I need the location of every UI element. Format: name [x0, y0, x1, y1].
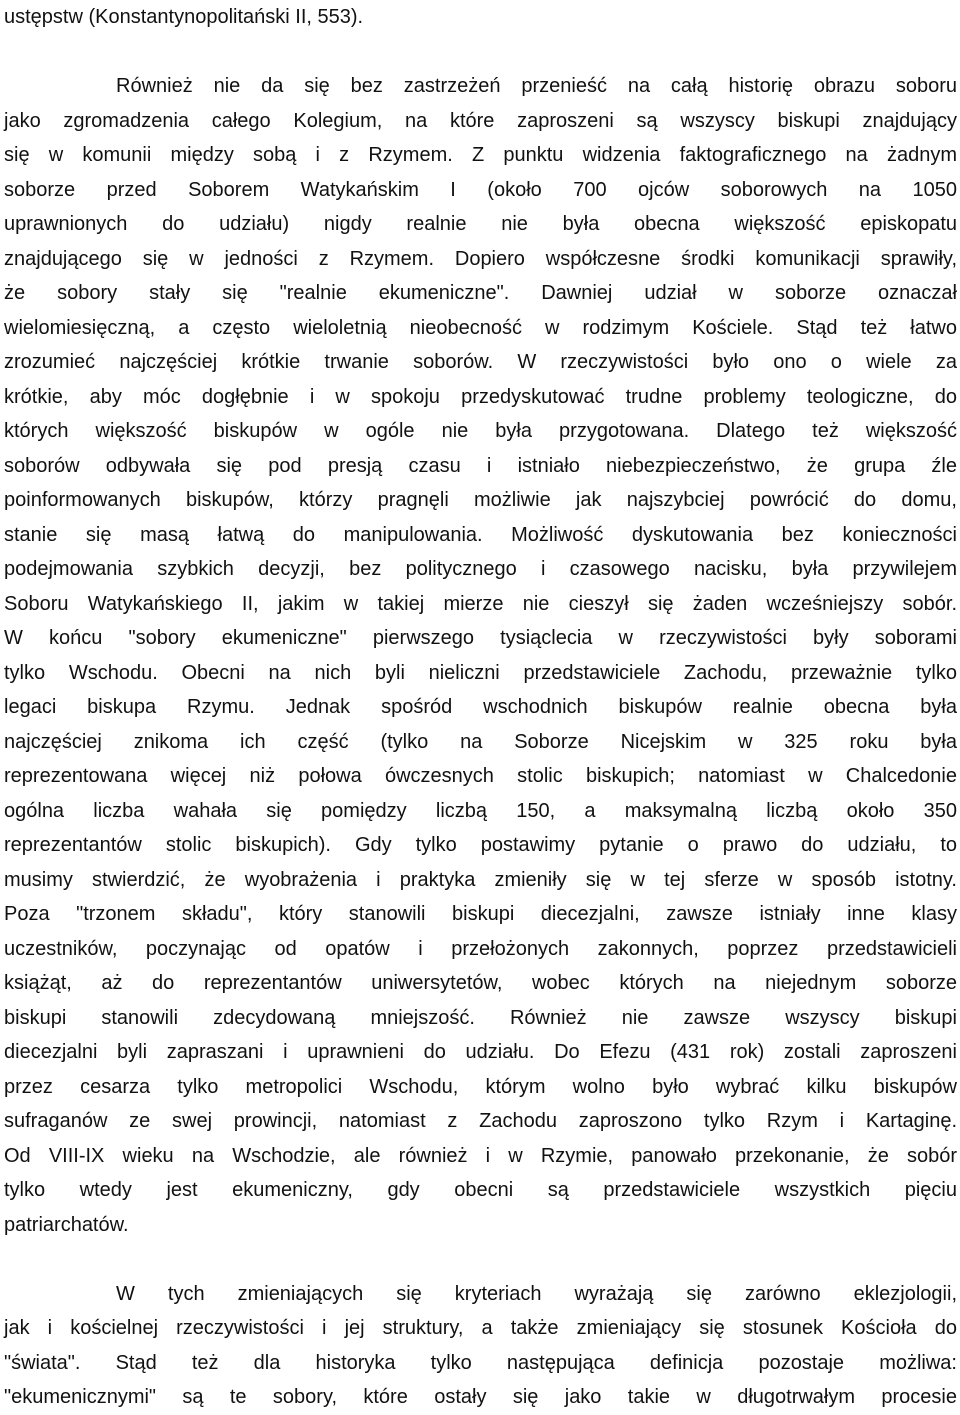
- text-line: biskupi stanowili zdecydowaną mniejszość. Również nie zawsze wszyscy biskupi: [4, 1006, 957, 1029]
- text-line: reprezentowana więcej niż połowa ówczesnych stolic biskupich; natomiast w Chalcedonie: [4, 765, 957, 787]
- text-line: soborów odbywała się pod presją czasu i istniało niebezpieczeństwo, że grupa źle: [4, 454, 957, 477]
- text-line: "ekumenicznymi" są te sobory, które ostały się jako takie w długotrwałym procesie: [4, 1386, 957, 1408]
- text-line: znajdującego się w jedności z Rzymem. Dopiero współczesne środki komunikacji sprawiły,: [4, 247, 957, 270]
- text-line: Od VIII-IX wieku na Wschodzie, ale również i w Rzymie, panowało przekonanie, że sobór: [4, 1144, 957, 1167]
- text-line: soborze przed Soborem Watykańskim I (około 700 ojców soborowych na 1050: [4, 178, 957, 201]
- text-line: patriarchatów.: [4, 1213, 129, 1236]
- text-line: W tych zmieniających się kryteriach wyrażają się zarówno eklezjologii,: [116, 1282, 957, 1305]
- text-line: których większość biskupów w ogóle nie była przygotowana. Dlatego też większość: [4, 420, 957, 442]
- text-line: tylko Wschodu. Obecni na nich byli nieliczni przedstawiciele Zachodu, przeważnie tylko: [4, 661, 957, 684]
- text-line: jako zgromadzenia całego Kolegium, na które zaproszeni są wszyscy biskupi znajdujący: [4, 109, 957, 132]
- text-line: diecezjalni byli zapraszani i uprawnieni do udziału. Do Efezu (431 rok) zostali zaproszeni: [4, 1041, 957, 1063]
- text-line: najczęściej znikoma ich część (tylko na Soborze Nicejskim w 325 roku była: [4, 730, 957, 753]
- text-line: reprezentantów stolic biskupich). Gdy tylko postawimy pytanie o prawo do udziału, to: [4, 834, 957, 856]
- paragraph: [4, 0, 957, 35]
- text-line: że sobory stały się "realnie ekumeniczne". Dawniej udział w soborze oznaczał: [4, 282, 957, 304]
- document-page: [4, 0, 957, 1415]
- text-line: jak i kościelnej rzeczywistości i jej struktury, a także zmieniający się stosunek Kościoła do: [4, 1317, 957, 1339]
- text-line: tylko wtedy jest ekumeniczny, gdy obecni są przedstawiciele wszystkich pięciu: [4, 1179, 957, 1201]
- text-line: sufraganów ze swej prowincji, natomiast z Zachodu zaproszono tylko Rzym i Kartaginę.: [4, 1110, 957, 1132]
- text-line: legaci biskupa Rzymu. Jednak spośród wschodnich biskupów realnie obecna była: [4, 696, 957, 718]
- text-line: podejmowania szybkich decyzji, bez politycznego i czasowego nacisku, była przywilejem: [4, 558, 957, 580]
- text-line: uprawnionych do udziału) nigdy realnie nie była obecna większość episkopatu: [4, 213, 957, 235]
- text-line: "świata". Stąd też dla historyka tylko następująca definicja pozostaje możliwa:: [4, 1351, 957, 1374]
- text-line: wielomiesięczną, a często wieloletnią nieobecność w rodzimym Kościele. Stąd też łatwo: [4, 316, 957, 339]
- paragraph-gap: [4, 1242, 957, 1277]
- text-line: musimy stwierdzić, że wyobrażenia i praktyka zmieniły się w tej sferze w sposób istotny.: [4, 868, 957, 891]
- paragraph: [4, 1277, 957, 1415]
- text-line: ogólna liczba wahała się pomiędzy liczbą 150, a maksymalną liczbą około 350: [4, 799, 957, 822]
- text-line: Soboru Watykańskiego II, jakim w takiej mierze nie cieszył się żaden wcześniejszy sobór.: [4, 592, 957, 615]
- text-line: ustępstw (Konstantynopolitański II, 553).: [4, 6, 364, 28]
- paragraph: [4, 69, 957, 1242]
- text-line: Również nie da się bez zastrzeżeń przenieść na całą historię obrazu soboru: [116, 75, 957, 97]
- text-line: zrozumieć najczęściej krótkie trwanie soborów. W rzeczywistości było ono o wiele za: [4, 351, 957, 373]
- text-line: stanie się masą łatwą do manipulowania. Możliwość dyskutowania bez konieczności: [4, 523, 957, 546]
- text-line: się w komunii między sobą i z Rzymem. Z punktu widzenia faktograficznego na żadnym: [4, 144, 957, 166]
- text-line: książąt, aż do reprezentantów uniwersytetów, wobec których na niejednym soborze: [4, 972, 957, 994]
- text-line: poinformowanych biskupów, którzy pragnęli możliwie jak najszybciej powrócić do domu,: [4, 489, 957, 511]
- text-line: uczestników, poczynając od opatów i przełożonych zakonnych, poprzez przedstawicieli: [4, 937, 957, 960]
- text-line: Poza "trzonem składu", który stanowili biskupi diecezjalni, zawsze istniały inne klasy: [4, 903, 957, 925]
- text-line: przez cesarza tylko metropolici Wschodu, którym wolno było wybrać kilku biskupów: [4, 1075, 957, 1098]
- text-line: W końcu "sobory ekumeniczne" pierwszego tysiąclecia w rzeczywistości były soborami: [4, 627, 957, 649]
- paragraph-gap: [4, 35, 957, 70]
- text-line: krótkie, aby móc dogłębnie i w spokoju przedyskutować trudne problemy teologiczne, do: [4, 385, 957, 408]
